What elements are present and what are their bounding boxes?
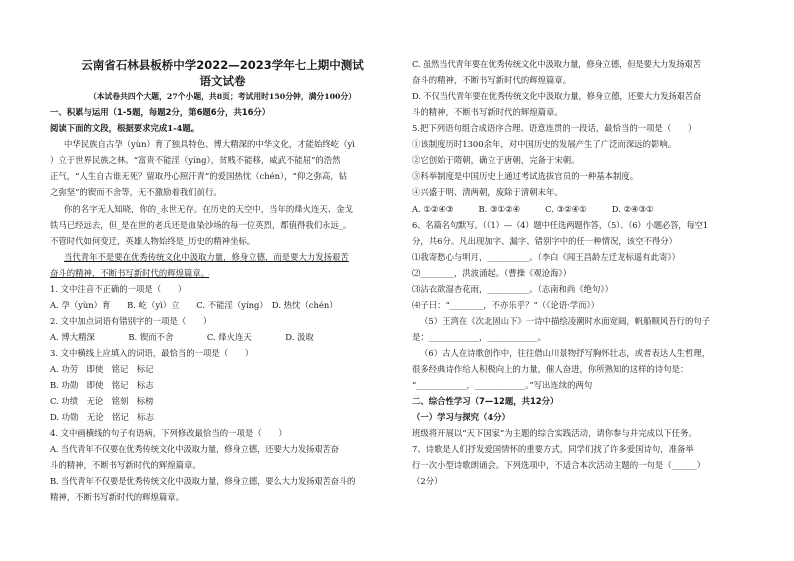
q5-stem: 5.把下列语句组合成语序合理、语意连贯的一段话，最恰当的一项是（ ）: [412, 123, 697, 133]
exam-subtitle: 语文试卷: [199, 74, 246, 88]
passage-line: 你的名字无人知晓，你的_永世无存。在历史的天空中，当年的烽火连天、金戈: [64, 204, 353, 214]
q3-option-d: D. 功勋 无论 铭记 标志: [50, 412, 154, 422]
passage-line: 铁马已经远去，但_是在世的老兵还是血染沙场的每一位英烈，都值得我们永远_。: [50, 220, 352, 230]
part1-instruction: 阅读下面的文段，根据要求完成1-4题。: [50, 123, 200, 133]
q3-option-a: A. 功劳 即使 铭记 标记: [50, 364, 154, 374]
part1-heading: 一、积累与运用（1-5题，每题2分，第6题6分，共16分）: [50, 107, 271, 117]
passage-line: 正气，“人生自古谁无死？留取丹心照汗青”的爱国热忱（chén），“仰之弥高，钻: [50, 171, 348, 181]
q6-item-2: ⑵________，洪波涌起。（曹操《观沧海》）: [412, 268, 572, 278]
q3-stem: 3. 文中横线上应填入的词语，最恰当的一项是（ ）: [50, 348, 254, 358]
exam-title: 云南省石林县板桥中学2022—2023学年七上期中测试: [81, 58, 364, 72]
passage-line: 中华民族自古孕（yùn）育了独具特色、博大精深的中华文化，才能始终屹（yì: [64, 139, 355, 149]
exam-note: （本试卷共四个大题，27个小题，共8页；考试用时150分钟，满分100分）: [88, 92, 357, 101]
part2-heading: 二、综合性学习（7—12题，共12分）: [412, 396, 559, 406]
passage-line: 之弥坚”的锲而不舍等，无不激励着我们前行。: [50, 187, 222, 197]
q4-option-a-cont: 斗的精神，不断书写新时代的辉煌篇章。: [50, 460, 201, 470]
q7-stem: 7、诗歌是人们抒发爱国情怀的重要方式，同学们找了许多爱国诗句，准备举: [412, 444, 694, 454]
passage-line: 不管时代如何变迁，英雄人物始终是_历史的精神坐标。: [50, 236, 256, 246]
q6-item-5: （5）王湾在《次北固山下》一诗中描绘凌潮时水面宽阔，帆船顺风吾行的句子: [420, 316, 711, 326]
q3-option-c: C. 功绩 无论 铭刻 标榜: [50, 396, 154, 406]
part2-subheading: （一）学习与探究（4分）: [412, 412, 510, 422]
q4-option-d: D. 不仅当代青年要在优秀传统文化中汲取力量，修身立德，还要大力发扬艰苦奋: [412, 91, 702, 101]
q4-option-d-cont: 斗的精神，不断书写新时代的辉煌篇章。: [412, 107, 563, 117]
q6-item-4: ⑷子曰：“________，不亦乐乎？”（《论语·学而》）: [412, 300, 600, 310]
q5-item: ①该制度历时1300余年，对中国历史的发展产生了广泛而深远的影响。: [412, 139, 677, 149]
q6-item-3: ⑶沾衣欲湿杏花雨，__________。（志南和尚《绝句》）: [412, 284, 613, 294]
q7-stem-cont: 行一次小型诗歌朗诵会。下列选项中，不适合本次活动主题的一句是（______）: [412, 460, 706, 470]
q1-options: A. 孕（yùn）育 B. 屹（yì）立 C. 不能淫（yíng） D. 热忱（chén）: [50, 300, 338, 310]
q7-points: （2分）: [412, 476, 443, 486]
q5-item: ③科举制度是中国历史上通过考试选拔官员的一种基本制度。: [412, 171, 639, 181]
q5-options: A. ①②④③ B. ③①②④ C. ③②④① D. ②④③①: [412, 204, 654, 214]
q4-option-b: B. 当代青年不仅要是优秀传统文化中汲取力量，修身立德，要么大力发扬艰苦奋斗的: [50, 476, 356, 486]
q6-item-6: （6）古人在诗歌创作中，往往借山川景物抒写胸怀壮志，或者表达人生哲理，: [420, 348, 711, 358]
q4-option-c: C. 虽然当代青年要在优秀传统文化中汲取力量，修身立德，但是要大力发扬艰苦: [412, 59, 701, 69]
q5-item: ②它创始于隋朝，确立于唐朝，完备于宋朝。: [412, 155, 580, 165]
q6-item-6-blanks: “____________，____________。”写出连续的两句: [412, 380, 593, 390]
q1-stem: 1. 文中注音不正确的一项是（ ）: [50, 284, 187, 294]
q4-option-a: A. 当代青年不仅要在优秀传统文化中汲取力量，修身立德，还要大力发扬艰苦奋: [50, 444, 339, 454]
q6-item-1: ⑴我寄愁心与明月，__________。（李白《闻王昌龄左迁龙标遥有此寄》）: [412, 252, 680, 262]
q6-stem-cont: 分，共6分。凡出现加字、漏字、错别字中的任一种情况，该空不得分）: [412, 236, 677, 246]
q2-options: A. 博大精深 B. 锲而不舍 C. 烽火连天 D. 汲取: [50, 332, 314, 342]
q6-stem: 6、名篇名句默写。（（1）—（4）题中任选两题作答，（5）、（6）小题必答，每空1: [412, 220, 708, 230]
q4-option-b-cont: 精神，不断书写新时代的辉煌篇章。: [50, 492, 184, 502]
passage-underlined-line: 当代青年不是要在优秀传统文化中汲取力量，修身立德，而是要大力发扬艰苦: [64, 252, 349, 262]
q3-option-b: B. 功勋 即使 铭记 标志: [50, 380, 154, 390]
passage-underlined-line: 奋斗的精神，不断书写新时代的辉煌篇章。: [50, 268, 210, 278]
q4-stem: 4. 文中画横线的句子有语病，下列修改最恰当的一项是（ ）: [50, 428, 287, 438]
q6-item-6-cont: 很多经典诗作给人积极向上的力量，催人奋进，你所熟知的这样的诗句是：: [412, 364, 689, 374]
q4-option-c-cont: 奋斗的精神，不断书写新时代的辉煌篇章。: [412, 75, 572, 85]
passage-line: ）立于世界民族之林。“富贵不能淫（yíng），贫贱不能移，威武不能屈”的浩然: [50, 155, 341, 165]
part2-intro: 班级将开展以“天下国家”为主题的综合实践活动，请你参与并完成以下任务。: [412, 428, 697, 438]
q6-item-5-blanks: 是：____________，____________。: [412, 332, 546, 342]
q2-stem: 2. 文中加点词语有错别字的一项是（ ）: [50, 316, 212, 326]
q5-item: ④兴盛于明、清两朝，废除于清朝末年。: [412, 187, 563, 197]
